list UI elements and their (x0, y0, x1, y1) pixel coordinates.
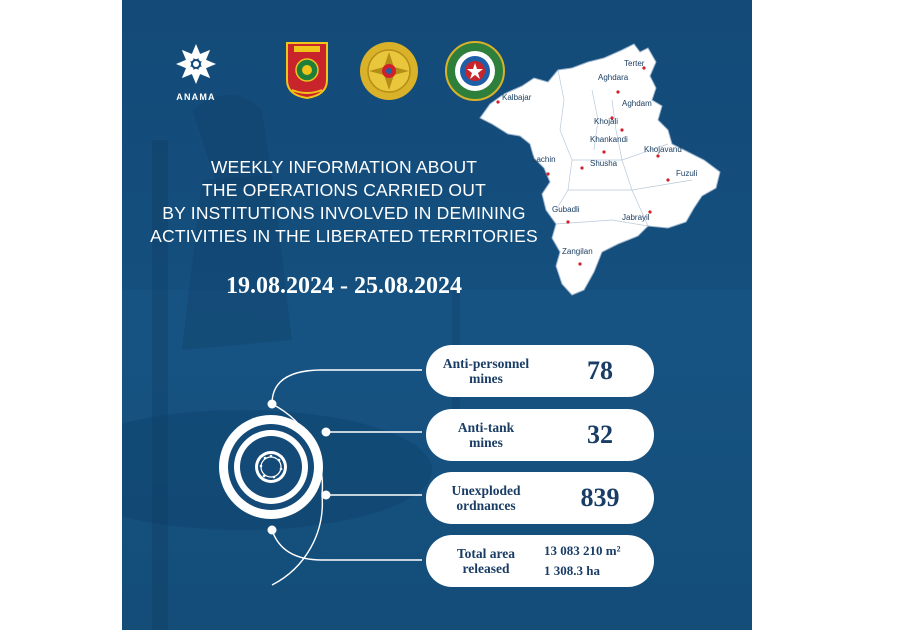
connector-dot (268, 400, 277, 409)
map-marker-khankandi (602, 150, 605, 153)
stat-value-area-m2: 13 083 210 m² (544, 543, 621, 558)
stat-card-total-area-released (426, 535, 654, 587)
map-marker-zangilan (578, 262, 581, 265)
stat-card-unexploded-ordnances (426, 472, 654, 524)
stat-label-line: Unexploded (451, 483, 521, 498)
logo-row (158, 40, 488, 104)
stat-label-line: released (462, 561, 510, 576)
stat-label-line: Anti-tank (457, 420, 515, 435)
connector-dot (322, 491, 331, 500)
stat-label-line: mines (469, 435, 503, 450)
headline-line: THE OPERATIONS CARRIED OUT (202, 180, 486, 200)
stat-label (426, 472, 546, 524)
stat-label-line: Anti-personnel (442, 356, 530, 371)
headline-line: WEEKLY INFORMATION ABOUT (210, 157, 478, 177)
stat-value: 839 (580, 483, 620, 512)
map-marker-kalbajar (496, 100, 499, 103)
map-label-khojali: Khojali (594, 117, 619, 126)
map-marker-gubadli (566, 220, 569, 223)
stat-value: 32 (587, 420, 613, 449)
map-label-terter: Terter (624, 59, 645, 68)
map-label-zangilan: Zangilan (562, 247, 593, 256)
map-marker-khojavand (656, 154, 659, 157)
headline-line: ACTIVITIES IN THE LIBERATED TERRITORIES (150, 226, 538, 246)
stat-label-line: mines (469, 371, 503, 386)
map-marker-fuzuli (666, 178, 669, 181)
map-label-fuzuli: Fuzuli (676, 169, 698, 178)
emergency-situations-emblem (358, 40, 420, 102)
map-marker-aghdara (616, 90, 619, 93)
liberated-territories-map (472, 40, 732, 300)
map-label-aghdara: Aghdara (598, 73, 629, 82)
stat-label-line: ordnances (456, 498, 516, 513)
connector-dot (268, 526, 277, 535)
date-range: 19.08.2024 - 25.08.2024 (226, 273, 462, 299)
infographic-panel (122, 0, 752, 630)
anama-wordmark: ANAMA (176, 92, 216, 102)
stat-value (538, 535, 654, 587)
stat-card-anti-tank-mines (426, 409, 654, 461)
map-label-kalbajar: Kalbajar (502, 93, 532, 102)
map-label-shusha: Shusha (590, 159, 618, 168)
map-label-jabrayil: Jabrayil (622, 213, 650, 222)
map-marker-khojali (620, 128, 623, 131)
map-label-khojavand: Khojavand (644, 145, 682, 154)
ministry-of-defense-emblem (284, 40, 330, 100)
stat-card-anti-personnel-mines (426, 345, 654, 397)
map-label-lachin: Lachin (532, 155, 556, 164)
mine-target-icon (219, 415, 323, 519)
stat-value: 78 (587, 356, 613, 385)
map-label-khankandi: Khankandi (590, 135, 628, 144)
map-marker-lachin (546, 172, 549, 175)
map-label-gubadli: Gubadli (552, 205, 580, 214)
stat-value-area-ha: 1 308.3 ha (544, 563, 600, 578)
headline-line: BY INSTITUTIONS INVOLVED IN DEMINING (162, 203, 526, 223)
stat-label (426, 409, 546, 461)
map-marker-shusha (580, 166, 583, 169)
stat-label (426, 345, 546, 397)
connector-dot (322, 428, 331, 437)
stat-label (426, 535, 546, 587)
stat-label-line: Total area (456, 546, 516, 561)
map-label-aghdam: Aghdam (622, 99, 652, 108)
